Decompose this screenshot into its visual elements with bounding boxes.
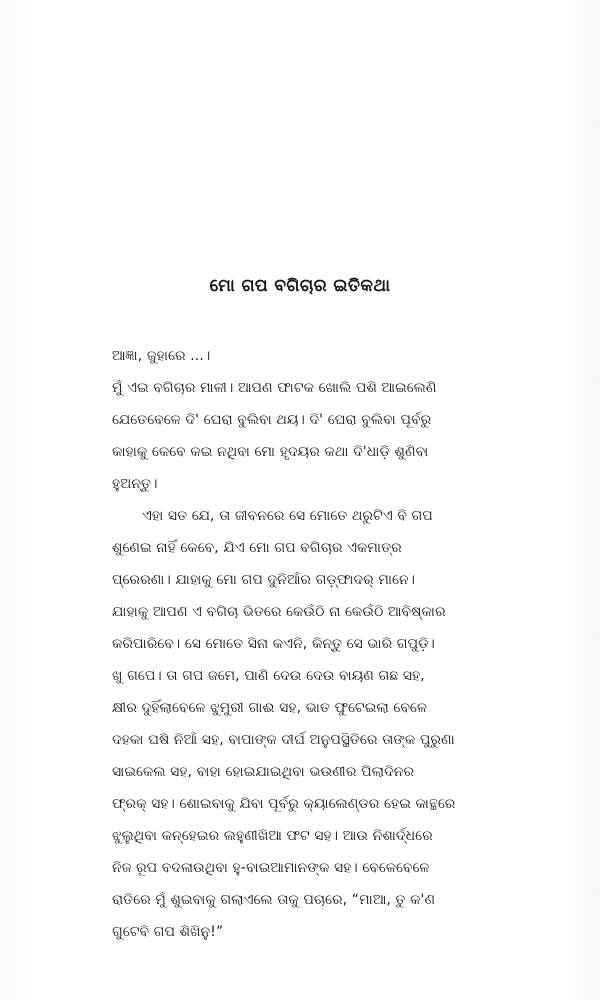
text-line: କରିପାରିବେ। ସେ ମୋତେ ସିନା କଏନି, କିନ୍ତୁ ସେ ଭାରି ଗପୁଡ଼ି। — [112, 636, 435, 652]
text-line: ମୁଁ ଏଇ ବଗିଚାର ମାଳୀ। ଆପଣ ଫାଟକ ଖୋଲି ପଶି ଆଇଲେଣି — [112, 380, 437, 396]
text-line: ରାତିରେ ମୁଁ ଶୁଇବାକୁ ଗଲାଏଲେ ତାକୁ ପଚାରେ, “ମାଆ, ତୁ କ'ଣ — [112, 892, 436, 908]
text-line: ଫ୍ରକ୍ ସହ। ଶୋଇବାକୁ ଯିବା ପୂର୍ବରୁ କ୍ୟାଲେଣ୍ଡର ହେଇ କାନ୍ଥରେ — [112, 796, 456, 812]
text-line: ଯାହାକୁ ଆପଣ ଏ ବଗିଚା ଭିତରେ କେଉଁଠି ନା କେଉଁଠି ଆବିଷ୍କାର — [112, 604, 446, 620]
text-line: ନିଜ ରୂପ ବଦଳାଉଥିବା ହୁ-ବାଇଆମାନଙ୍କ ସହ। ବେଳେବେଳେ — [112, 860, 430, 876]
text-line: ଏହା ସତ ଯେ, ତା ଜୀବନରେ ସେ ମୋତେ ଥରୁଟିଏ ବି ଗପ — [142, 508, 433, 524]
text-line: ଦହକା ଘଷି ନିଆଁ ସହ, ବାପାଙ୍କ ଦୀର୍ଘ ଅନୁପସ୍ଥିତିରେ ତାଙ୍କ ପୁରୁଣା — [112, 732, 455, 748]
text-line: ଆଜ୍ଞା, ଜୁହାରେ ...। — [112, 348, 211, 364]
text-line: ଝୁଲୁଥିବା କନ୍ହେଇର ଲହୁଣୀଖିଆ ଫଟ ସହ। ଆଉ ନିଶାର୍ଦ୍ଧରେ — [112, 828, 433, 844]
text-line: ଗୁଟେବି ଗପ ଶିଖିନୁ!” — [112, 924, 224, 940]
chapter-title: ମୋ ଗପ ବଗିଚାର ଇତିକଥା — [209, 276, 391, 296]
text-line: ସାଇକେଲ ସହ, ବାହା ହୋଇଯାଇଥିବା ଭଉଣୀର ପିଲାଦିନର — [112, 764, 415, 780]
text-line: ଖୁ ଗପେ। ତା ଗପ ଜମେ, ପାଣି ଦେଉ ଦେଉ ବାୟଣ ଗଛ ସହ, — [112, 668, 425, 684]
text-line: ଶୁଣେଇ ନାହିଁ କେବେ, ଯିଏ ମୋ ଗପ ବଗିଚାର ଏକମାତ୍ର — [112, 540, 402, 556]
text-line: କାହାକୁ କେବେ କଇ ନଥିବା ମୋ ହୃଦୟର କଥା ଦି'ଧାଡ଼ି ଶୁଣିବା — [112, 444, 429, 460]
text-line: କ୍ଷୀର ଦୁହିଁଲାବେଳେ ଝୁମୁରୀ ଗାଈ ସହ, ଭାତ ଫୁଟେଇଲା ବେଳେ — [112, 700, 428, 716]
text-line: ହୁଅନ୍ତୁ। — [112, 476, 158, 492]
body-text — [112, 340, 512, 948]
text-line: ଯେତେବେଳେ ଦି' ଘେରା ବୁଲିବା ଥୟ। ଦି' ଘେରା ବୁଲିବା ପୂର୍ବରୁ — [112, 412, 432, 428]
text-line: ପ୍ରେରଣା। ଯାହାକୁ ମୋ ଗପ ଦୁନିଆଁର ଗଡ଼୍‌ଫାଦର୍ ମାନେ। — [112, 572, 416, 588]
